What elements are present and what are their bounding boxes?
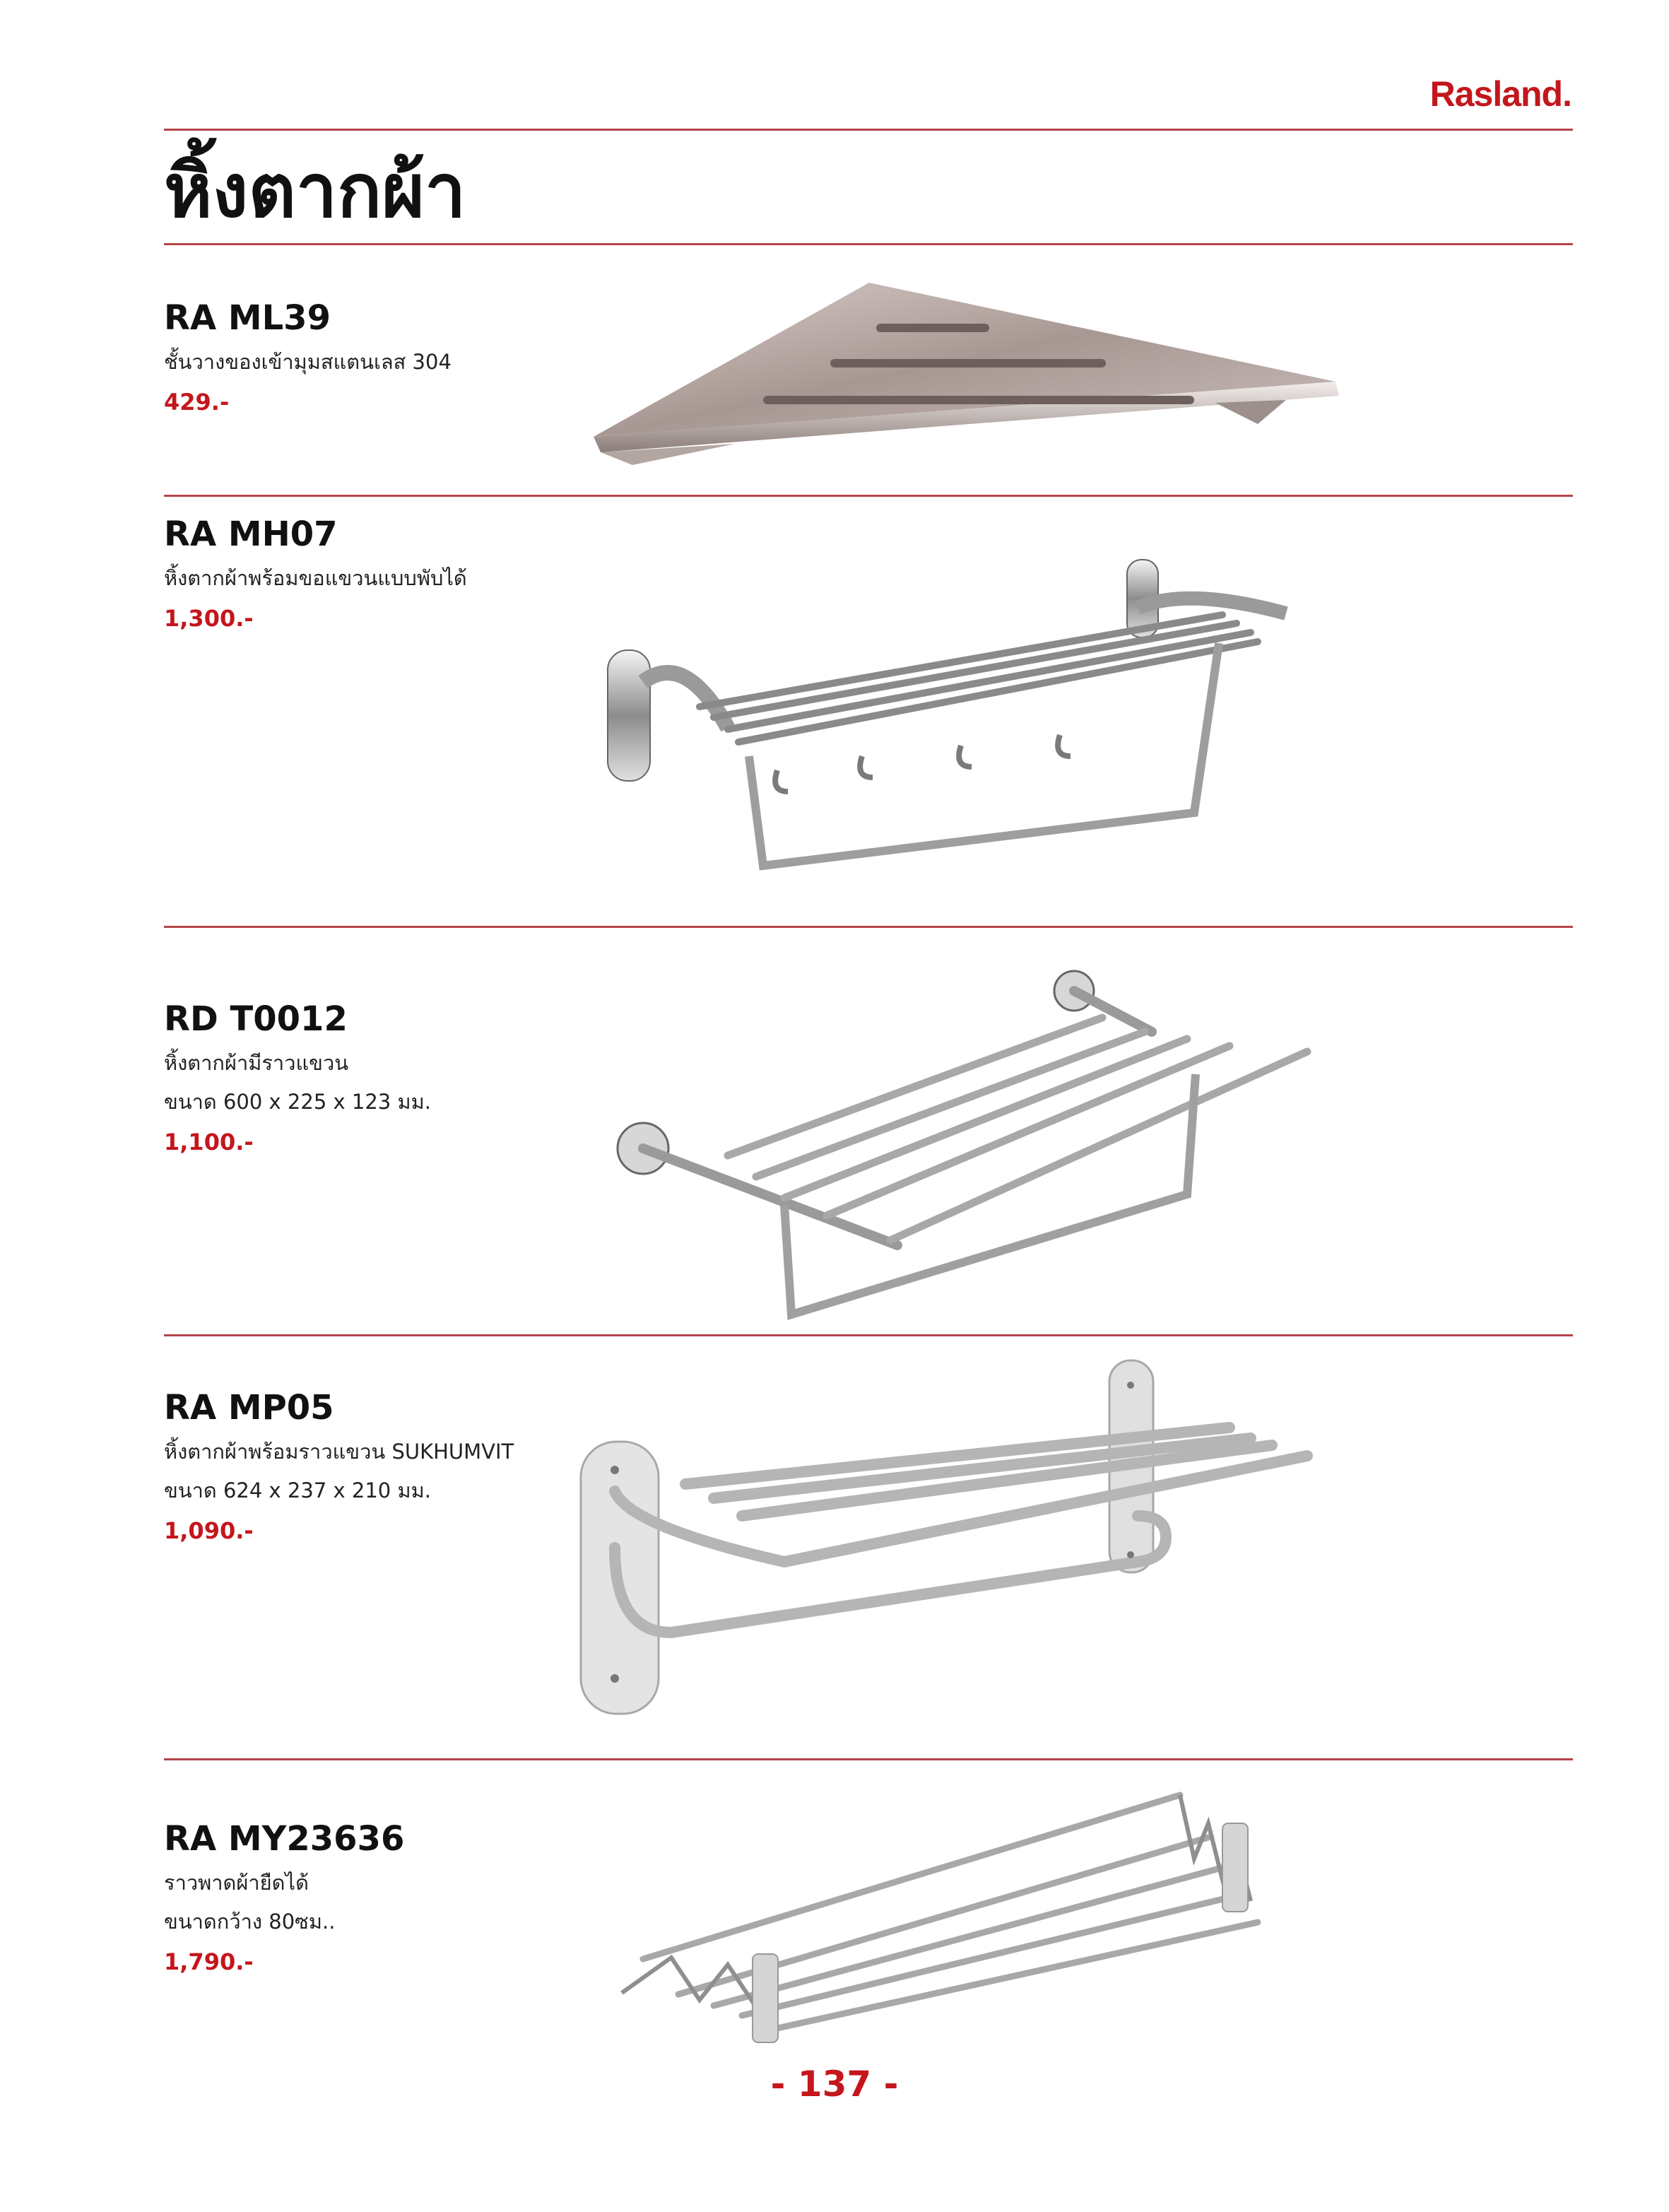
section-rule (164, 495, 1573, 497)
product-rd-t0012 (164, 999, 431, 1155)
product-description: ราวพาดผ้ายืดได้ (164, 1871, 309, 1895)
corner-shelf-image (579, 276, 1357, 473)
product-ra-mp05 (164, 1388, 514, 1544)
extendable-rack-image (586, 1760, 1293, 2064)
header-rule (164, 129, 1573, 131)
product-code: RA MP05 (164, 1388, 334, 1428)
product-ra-my23636 (164, 1819, 405, 1975)
product-price: 1,790.- (164, 1948, 254, 1975)
brand-logo: Rasland. (1429, 74, 1571, 114)
product-price: 1,100.- (164, 1129, 254, 1155)
product-price: 429.- (164, 389, 230, 416)
product-dimensions: ขนาด 624 x 237 x 210 มม. (164, 1478, 431, 1502)
product-description: หิ้งตากผ้าพร้อมขอแขวนแบบพับได้ (164, 566, 467, 590)
towel-rack-sukhumvit-image (572, 1357, 1335, 1724)
product-price: 1,090.- (164, 1517, 254, 1544)
product-dimensions: ขนาด 600 x 225 x 123 มม. (164, 1090, 431, 1114)
product-price: 1,300.- (164, 605, 254, 632)
product-description: หิ้งตากผ้ามีราวแขวน (164, 1051, 349, 1075)
section-rule (164, 926, 1573, 928)
towel-rack-bar-image (608, 961, 1335, 1329)
product-dimensions: ขนาดกว้าง 80ซม.. (164, 1910, 336, 1934)
product-code: RA MH07 (164, 514, 338, 554)
page-title: หิ้งตากผ้า (164, 148, 466, 234)
product-code: RD T0012 (164, 999, 348, 1039)
product-code: RA ML39 (164, 298, 331, 338)
product-ra-ml39 (164, 298, 452, 416)
section-rule (164, 1334, 1573, 1336)
product-description: ชั้นวางของเข้ามุมสแตนเลส 304 (164, 350, 452, 374)
page-number: - 137 - (770, 2064, 899, 2105)
folding-towel-rack-image (579, 544, 1371, 898)
title-rule (164, 243, 1573, 245)
product-ra-mh07 (164, 514, 467, 632)
product-description: หิ้งตากผ้าพร้อมราวแขวน SUKHUMVIT (164, 1440, 514, 1464)
product-code: RA MY23636 (164, 1819, 405, 1859)
